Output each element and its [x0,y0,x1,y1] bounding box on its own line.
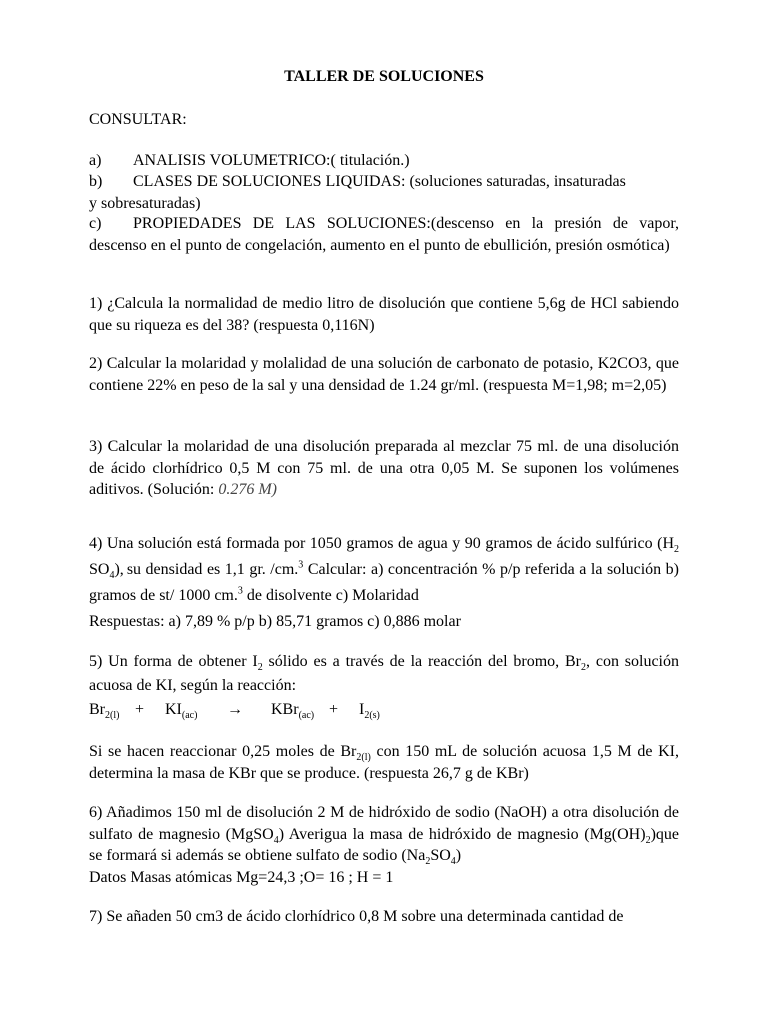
q4-answers: Respuestas: a) 7,89 % p/p b) 85,71 gramos c) 0,886 molar [89,613,461,630]
question-4 [89,531,679,635]
list-label-b: b) [89,173,103,190]
eq-arrow: → [227,701,243,718]
page-title: TALLER DE SOLUCIONES [284,68,484,85]
q6-sub-1: 4 [273,834,279,846]
q4-text-3: ), [114,561,124,578]
question-3 [89,436,679,501]
q6-text-3: )que se formará si además se obtiene sulfato de sodio (Na [89,825,679,864]
q4-sub-1: 2 [674,544,679,556]
q6-sub-4: 4 [450,856,456,868]
eq-plus-1: + [135,701,145,718]
list-item-a [89,150,679,172]
question-1: 1) ¿Calcula la normalidad de medio litro de disolución que contiene 5,6g de HCl sabiendo que su riqueza es del 38? (respuesta 0,116N) [89,295,679,334]
list-text-a: ANALISIS VOLUMETRICO:( titulación.) [133,152,410,169]
q6-sub-2: 2 [645,834,651,846]
q6-text-4: SO [430,847,451,864]
q4-sup-1: 3 [298,559,304,571]
q4-text-5: Calcular: a) concentración % p/p referida a la solución b) gramos de st/ 1000 cm. [89,561,680,604]
q6-text-5: ) [455,847,462,864]
consultar-heading: CONSULTAR: [89,111,187,128]
q5-body-sub: 2(l) [356,752,371,764]
eq-ki: $KI_{(ac)}$ [165,701,198,722]
q4-text-4: su densidad es 1,1 gr. /cm. [126,561,299,578]
question-5 [89,650,679,698]
list-text-c: PROPIEDADES DE LAS SOLUCIONES:(descenso en la presión de vapor, descenso en el punto de congelación, aumento en el punto de ebullición, presión osmótica) [89,215,679,254]
q5-text-2: sólido es a través de la reacción del bromo, Br [262,653,581,670]
q4-text-6: de disolvente c) Molaridad [242,587,419,604]
list-label-c: c) [89,215,102,232]
reaction-equation [89,699,679,721]
list-label-a: a) [89,152,102,169]
eq-plus-2: + [329,701,339,718]
q5-body-text-1: Si se hacen reaccionar 0,25 moles de Br [89,743,357,760]
q5-text-1: 5) Un forma de obtener I [89,653,258,670]
q6-datos: Datos Masas atómicas Mg=24,3 ;O= 16 ; H = 1 [89,868,394,886]
q6-sub-3: 2 [425,856,431,868]
q5-text-3: , con solución acuosa de KI, según la reacción: [89,653,679,694]
question-3-answer: 0.276 M) [218,481,277,498]
eq-i2: $I_{2(s)}$ [359,701,380,722]
list-item-b [89,171,679,214]
eq-kbr: KBr$_{(ac)}$ [271,701,315,722]
question-2: 2) Calcular la molaridad y molalidad de una solución de carbonato de potasio, K2CO3, que contiene 22% en peso de la sal y una densidad de 1.24 gr/ml. (respuesta M=1,98; m=2,05) [89,355,679,394]
q4-text-2: SO [89,561,110,578]
list-text-b: CLASES DE SOLUCIONES LIQUIDAS: (soluciones saturadas, insaturadas [133,173,626,190]
list-text-b-cont: y sobresaturadas) [89,194,201,212]
q4-sub-2: 4 [109,570,115,582]
question-3-text: 3) Calcular la molaridad de una disolución preparada al mezclar 75 ml. de una disolución de ácido clorhídrico 0,5 M con 75 ml. de una otra 0,05 M. Se suponen los volúmenes aditivos. (Solución: [89,438,679,498]
q5-sub-2: 2 [581,662,586,674]
q5-body-text-2: con 150 mL de solución acuosa 1,5 M de KI, determina la masa de KBr que se produce. (respuesta 26,7 g de KBr) [89,743,679,782]
question-6 [89,802,679,888]
eq-br2: $Br_{2(l)}$ [89,701,120,722]
q4-text-1: 4) Una solución está formada por 1050 gramos de agua y 90 gramos de ácido sulfúrico (H [89,535,674,552]
q4-sup-2: 3 [237,585,243,597]
list-item-c [89,213,679,256]
question-7: 7) Se añaden 50 cm3 de ácido clorhídrico 0,8 M sobre una determinada cantidad de [89,908,624,925]
q5-sub-1: 2 [257,662,263,674]
q6-text-2: ) Averigua la masa de hidróxido de magnesio (Mg(OH) [278,825,646,843]
question-5-body [89,741,679,784]
q6-text-1: 6) Añadimos 150 ml de disolución 2 M de hidróxido de sodio (NaOH) a otra disolución de sulfato de magnesio (MgSO [89,804,679,843]
